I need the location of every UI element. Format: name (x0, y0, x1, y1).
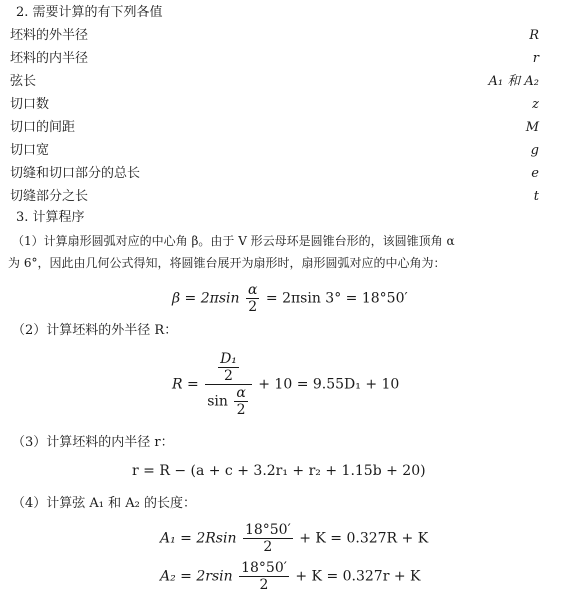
row-symbol: e (531, 166, 539, 181)
eq2-num-den: 2 (224, 368, 233, 384)
eq5-numerator: 18°50′ (241, 560, 287, 576)
row-symbol: R (529, 28, 539, 43)
eq5-fraction (239, 560, 289, 593)
step-2-text: （2）计算坯料的外半径 R： (12, 323, 178, 338)
row-symbol: M (525, 120, 539, 135)
section-3-heading: 3. 计算程序 (16, 210, 85, 225)
eq1-numerator: α (247, 282, 258, 298)
row-symbol: A₁ 和 A₂ (488, 74, 539, 89)
list-item (10, 142, 565, 160)
list-item (10, 96, 565, 114)
step-3-text: （3）计算坯料的内半径 r： (12, 435, 174, 450)
eq2-fraction (205, 351, 252, 418)
row-symbol: z (532, 97, 539, 112)
eq4-lhs: A₁ = 2Rsin (160, 530, 237, 547)
row-label: 切口的间距 (10, 120, 76, 135)
list-item (10, 27, 565, 45)
eq5-denominator: 2 (259, 577, 269, 593)
list-item (10, 188, 565, 206)
eq2-rhs: + 10 = 9.55D₁ + 10 (258, 376, 400, 393)
eq1-fraction (246, 282, 259, 315)
row-symbol: r (532, 51, 539, 66)
eq2-den-fraction (234, 385, 247, 418)
equation-inner-radius: r = R − (a + c + 3.2r₁ + r₂ + 1.15b + 20) (132, 463, 426, 479)
step-1-text-line-1: （1）计算扇形圆弧对应的中心角 β。由于 V 形云母环是圆锥台形的，该圆锥顶角 α (12, 234, 455, 248)
row-label: 弦长 (10, 74, 37, 89)
eq4-numerator: 18°50′ (244, 522, 291, 538)
list-item (10, 50, 565, 68)
step-1-text-line-2: 为 6°，因此由几何公式得知，将圆锥台展开为扇形时，扇形圆弧对应的中心角为： (8, 256, 446, 270)
row-label: 切口数 (10, 97, 50, 112)
row-label: 坯料的内半径 (10, 51, 89, 66)
eq4-rhs: + K = 0.327R + K (299, 530, 429, 547)
row-symbol: t (533, 189, 539, 204)
equation-chord-a1 (160, 522, 428, 555)
eq2-num-num: D₁ (220, 351, 237, 367)
equation-beta (172, 282, 408, 315)
list-item (10, 73, 565, 91)
eq2-lhs: R = (172, 376, 199, 393)
row-label: 切缝部分之长 (10, 189, 89, 204)
eq5-rhs: + K = 0.327r + K (295, 568, 421, 585)
step-4-text: （4）计算弦 A₁ 和 A₂ 的长度： (12, 496, 196, 511)
eq1-rhs: = 2πsin 3° = 18°50′ (265, 290, 408, 307)
row-label: 切缝和切口部分的总长 (10, 166, 141, 181)
eq2-den-pre: sin (207, 393, 228, 410)
eq2-den-num: α (236, 385, 246, 401)
row-label: 坯料的外半径 (10, 28, 89, 43)
eq1-lhs: β = 2πsin (172, 290, 240, 307)
equation-outer-radius (172, 351, 399, 418)
eq2-inner-fraction (218, 351, 239, 384)
list-item (10, 165, 565, 183)
row-label: 切口宽 (10, 143, 50, 158)
eq2-denominator (205, 385, 252, 418)
list-item (10, 119, 565, 137)
eq1-denominator: 2 (248, 299, 258, 315)
row-symbol: g (530, 143, 539, 158)
equation-chord-a2 (160, 560, 421, 593)
eq4-fraction (243, 522, 293, 555)
section-2-heading: 2. 需要计算的有下列各值 (16, 5, 163, 20)
eq2-den-den: 2 (236, 402, 246, 418)
eq2-numerator (205, 351, 252, 385)
eq4-denominator: 2 (263, 539, 273, 555)
eq5-lhs: A₂ = 2rsin (160, 568, 233, 585)
